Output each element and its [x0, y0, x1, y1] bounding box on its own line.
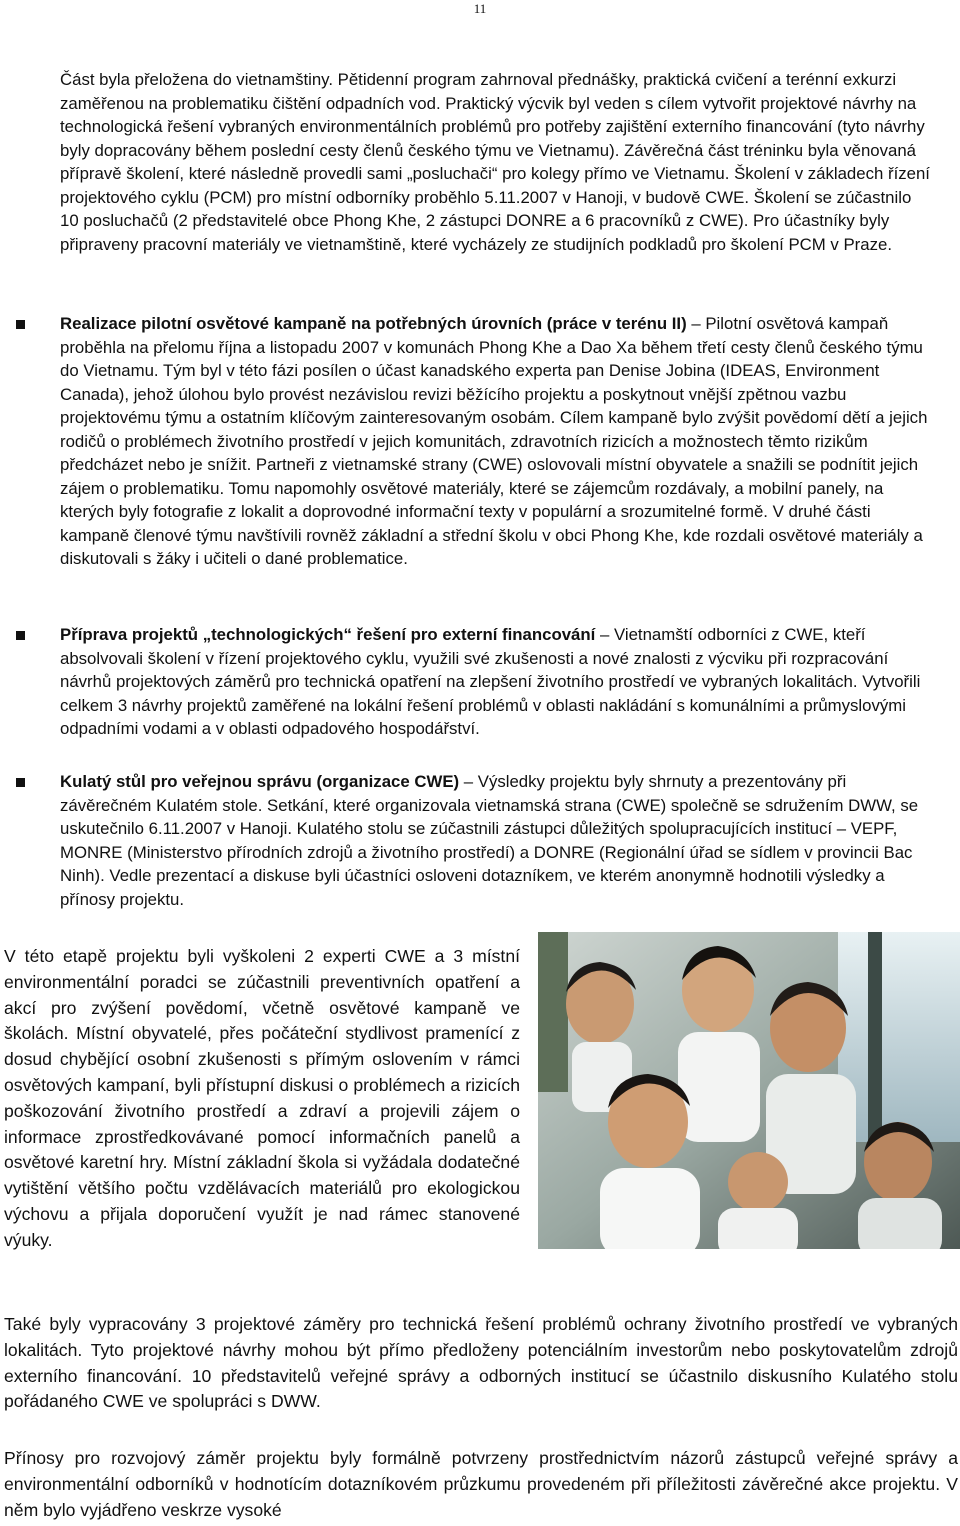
bullet-text: – Pilotní osvětová kampaň proběhla na přelomu října a listopadu 2007 v komunách Phong Khe a Dao Xa během třetí cesty členů českého týmu do Vietnamu. Tým byl v této fázi posílen o účast kanadského experta pan Denise Jobina (IDEAS, Environment Canada), jehož úlohou bylo provést nezávislou revizi běžícího projektu a poskytnout vnější zpětnou vazbu projektovému týmu a ostatním klíčovým zainteresovaným osobám. Cílem kampaně bylo zvýšit povědomí dětí a jejich rodičů o problémech životního prostředí v jejich komunitách, zdravotních rizicích a možnostech těmto rizikům předcházet nebo je snížit. Partneři z vietnamské strany (CWE) oslovovali místní obyvatele a snažili se podnítit jejich zájem o problematiku. Tomu napomohly osvětové materiály, které se zájemcům rozdávaly, a mobilní panely, na kterých byly fotografie z lokalit a doprovodné informační texty v populární a srozumitelné formě. V druhé části kampaně členové týmu navštívili rovněž základní a střední školu v obci Phong Khe, kde rozdali osvětové materiály a diskutovali s žáky i učiteli o dané problematice. — [60, 314, 928, 568]
square-bullet-icon — [16, 320, 25, 329]
bullet-text: – Vietnamští odborníci z CWE, kteří absolvovali školení v řízení projektového cyklu, využili své zkušenosti a nové znalosti z výcviku při rozpracování návrhů projektových záměrů pro technická opatření na zlepšení životního prostředí ve vybraných lokalitách. Vytvořili celkem 3 návrhy projektů zaměřené na lokální řešení problémů v oblasti nakládání s komunálními a průmyslovými odpadními vodami a v oblasti odpadového hospodářství. — [60, 625, 921, 738]
paragraph-with-photo — [4, 944, 958, 1254]
paragraph-benefits: Přínosy pro rozvojový záměr projektu byly formálně potvrzeny prostřednictvím názorů zástupců veřejné správy a environmentální odborníků v hodnotícím dotazníkovém průzkumu provedeném při příležitosti závěrečné akce projektu. V něm bylo vyjádřeno veskrze vysoké — [4, 1448, 958, 1520]
paragraph-project-proposals: Také byly vypracovány 3 projektové záměry pro technická řešení problémů ochrany životního prostředí ve vybraných lokalitách. Tyto projektové návrhy mohou být přímo předloženy potenciálním investorům nebo poskytovatelům zdrojů externího financování. 10 představitelů veřejné správy a odborných institucí se účastnilo diskusního Kulatého stolu pořádaného CWE ve spolupráci s DWW. — [4, 1314, 958, 1412]
children-photo — [538, 932, 960, 1249]
bullet-heading: Kulatý stůl pro veřejnou správu (organizace CWE) — [60, 772, 460, 791]
children-photo-image — [538, 932, 960, 1249]
bullet-text: – Výsledky projektu byly shrnuty a prezentovány při závěrečném Kulatém stole. Setkání, které organizovala vietnamská strana (CWE) společně se sdružením DWW, se uskutečnilo 6.11.2007 v Hanoji. Kulatého stolu se zúčastnili zástupci důležitých spolupracujících institucí – VEPF, MONRE (Ministerstvo přírodních zdrojů a životního prostředí) a DONRE (Regionální úřad se sídlem v provincii Bac Ninh). Vedle prezentací a diskuse byli účastníci osloveni dotazníkem, ve kterém anonymně hodnotili výsledky a přínosy projektu. — [60, 772, 919, 909]
bullet-item — [60, 312, 936, 571]
page-number: 11 — [473, 1, 487, 16]
bullet-heading: Příprava projektů „technologických“ řešení pro externí financování — [60, 625, 596, 644]
intro-paragraph: Část byla přeložena do vietnamštiny. Pětidenní program zahrnoval přednášky, praktická cvičení a terénní exkurzi zaměřenou na problematiku čištění odpadních vod. Praktický výcvik byl veden s cílem vytvořit projektové návrhy na technologická řešení vybraných environmentálních problémů pro potřeby zajištění externího financování (tyto návrhy byly dopracovány během poslední cesty členů českého týmu ve Vietnamu). Závěrečná část tréninku byla věnovaná přípravě školení, které následně provedli sami „posluchači“ pro kolegy přímo ve Vietnamu. Školení v základech řízení projektového cyklu (PCM) pro místní odborníky proběhlo 5.11.2007 v Hanoji, v budově CWE. Školení se zúčastnilo 10 posluchačů (2 představitelé obce Phong Khe, 2 zástupci DONRE a 6 pracovníků z CWE). Pro účastníky byly připraveny pracovní materiály ve vietnamštině, které vycházely ze studijních podkladů pro školení PCM v Praze. — [60, 70, 930, 254]
square-bullet-icon — [16, 778, 25, 787]
paragraph-training-results: V této etapě projektu byli vyškoleni 2 experti CWE a 3 místní environmentální poradci se zúčastnili preventivních opatření a akcí pro zvýšení povědomí, včetně osvětové kampaně ve školách. Místní obyvatelé, přes počáteční stydlivost pramenící z dosud chybějící osobní zkušenosti s přímým oslovením v rámci osvětových kampaní, byli přístupní diskusi o problémech a rizicích poškozování životního prostředí a zdraví a projevili zájem o informace zprostředkovávané pomocí informačních panelů a osvětové karetní hry. Místní základní škola si vyžádala dodatečné vytištění většího počtu vzdělávacích materiálů pro ekologickou výchovu a přijala doporučení využít je nad rámec stanovené výuky. — [4, 946, 520, 1250]
bullet-item — [60, 770, 936, 911]
bullet-item — [60, 623, 936, 741]
bullet-heading: Realizace pilotní osvětové kampaně na potřebných úrovních (práce v terénu II) — [60, 314, 687, 333]
square-bullet-icon — [16, 631, 25, 640]
